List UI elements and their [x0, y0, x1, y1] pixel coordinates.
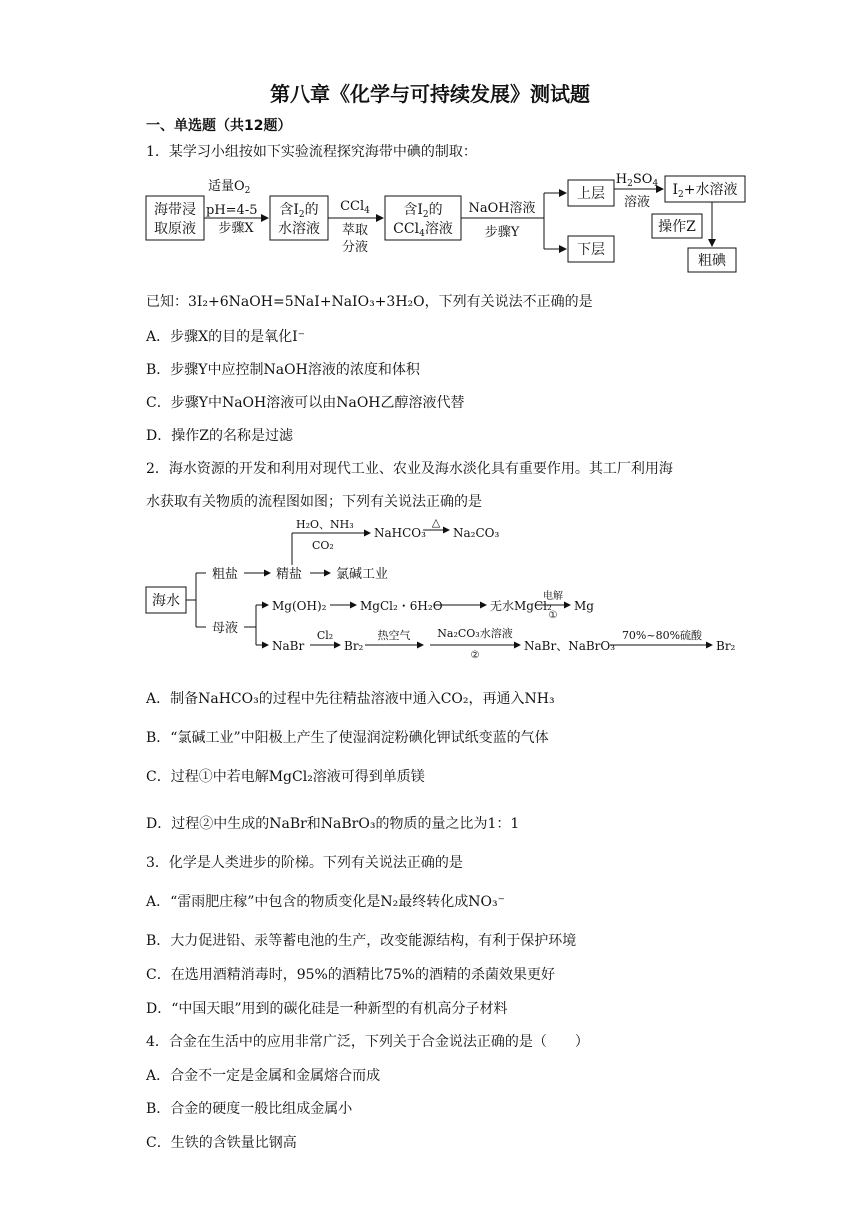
step-2-marker: ② [470, 650, 480, 661]
q1-option-a: A．步骤X的目的是氧化I⁻ [146, 329, 305, 345]
na2co3-solution: Na₂CO₃水溶液 [437, 627, 513, 640]
magnesium: Mg [574, 599, 594, 613]
nabr-nabro3: NaBr、NaBrO₃ [524, 639, 616, 653]
q2-flow-diagram [140, 515, 750, 665]
q3-option-d: D．“中国天眼”用到的碳化硅是一种新型的有机高分子材料 [146, 1001, 508, 1017]
svg-text:含I2的: 含$I_2$的 [403, 202, 443, 220]
q2-option-d: D．过程②中生成的NaBr和NaBrO₃的物质的量之比为1：1 [146, 816, 520, 832]
q1-option-d: D．操作Z的名称是过滤 [146, 428, 293, 444]
q2-option-b: B．“氯碱工业”中阳极上产生了使湿润淀粉碘化钾试纸变蓝的气体 [146, 730, 549, 746]
q2-option-c: C．过程①中若电解MgCl₂溶液可得到单质镁 [146, 769, 425, 785]
arrow1-o2-sub: 2 [244, 186, 251, 196]
refined-salt: 精盐 [276, 567, 303, 582]
na2co3: Na₂CO₃ [453, 526, 500, 540]
svg-text:CCl4: CCl$_4$ [340, 199, 370, 216]
br2-final: Br₂ [716, 639, 736, 653]
q4-option-c: C．生铁的含铁量比钢高 [146, 1135, 297, 1151]
chlor-alkali: 氯碱工业 [336, 567, 389, 582]
electrolysis-label: 电解 [543, 591, 563, 602]
box-i2-water: I [672, 182, 679, 198]
question-2-stem-line1: 2．海水资源的开发和利用对现代工业、农业及海水淡化具有重要作用。其工厂利用海 [146, 461, 673, 477]
question-4-stem: 4．合金在生活中的应用非常广泛，下列关于合金说法正确的是（ ） [146, 1034, 589, 1050]
arrow2-ccl4: CCl [340, 199, 365, 214]
nahco3: NaHCO₃ [374, 526, 426, 540]
sulfuric-acid: 70%~80%硫酸 [621, 629, 703, 642]
arrow1-ph: pH=4-5 [206, 203, 258, 218]
q1-known: 已知：3I₂+6NaOH=5NaI+NaIO₃+3H₂O，下列有关说法不正确的是 [146, 294, 593, 310]
box3-line2: CCl [393, 221, 420, 237]
box-extract-line2: 取原液 [154, 221, 196, 237]
q2-option-a: A．制备NaHCO₃的过程中先往精盐溶液中通入CO₂，再通入NH₃ [146, 691, 555, 707]
arrow2-extract: 萃取 [341, 223, 369, 238]
svg-text:适量O2 [208, 179, 250, 196]
reagent-co2: CO₂ [312, 539, 334, 552]
q3-option-c: C．在选用酒精消毒时，95%的酒精比75%的酒精的杀菌效果更好 [146, 967, 555, 983]
reagents-h2o-nh3: H₂O、NH₃ [296, 518, 354, 531]
br2-intermediate: Br₂ [344, 639, 364, 653]
mg-oh-2: Mg(OH)₂ [272, 599, 327, 613]
svg-text:I2+水溶液: $I_2+$水溶液 [672, 182, 738, 200]
heat-symbol: △ [431, 516, 441, 529]
arrow4-solution: 溶液 [623, 195, 651, 210]
arrow4-h2so4: H [615, 172, 628, 187]
mother-liquor: 母液 [212, 621, 239, 636]
q3-option-b: B．大力促进铅、汞等蓄电池的生产，改变能源结构，有利于保护环境 [146, 933, 577, 949]
box-extract-line1: 海带浸 [154, 202, 196, 218]
box2-line2: 水溶液 [278, 221, 320, 237]
question-2-stem-line2: 水获取有关物质的流程图如图；下列有关说法正确的是 [146, 494, 482, 510]
reagent-cl2: Cl₂ [316, 629, 334, 642]
arrow3-step-y: 步骤Y [484, 225, 520, 240]
svg-text:含I2的: 含$I_2$的 [279, 202, 319, 220]
q3-option-a: A．“雷雨肥庄稼”中包含的物质变化是N₂最终转化成NO₃⁻ [146, 894, 506, 910]
arrow2-separate: 分液 [341, 240, 369, 255]
arrow3-naoh: NaOH溶液 [468, 201, 536, 216]
box-crude-iodine: 粗碘 [698, 253, 726, 269]
anhydrous-mgcl2: 无水MgCl₂ [490, 599, 552, 613]
page-title: 第八章《化学与可持续发展》测试题 [270, 82, 590, 106]
box2-line1: 含I [279, 202, 299, 218]
q1-flow-diagram [140, 168, 760, 280]
q4-option-b: B．合金的硬度一般比组成金属小 [146, 1101, 353, 1117]
hot-air: 热空气 [377, 629, 411, 642]
arrow1-o2: 适量O [208, 179, 245, 194]
seawater-box: 海水 [152, 593, 180, 609]
box-lower: 下层 [577, 242, 605, 258]
q4-option-a: A．合金不一定是金属和金属熔合而成 [146, 1068, 381, 1084]
q1-option-c: C．步骤Y中NaOH溶液可以由NaOH乙醇溶液代替 [146, 395, 465, 411]
question-1-stem: 1．某学习小组按如下实验流程探究海带中碘的制取： [146, 144, 477, 160]
nabr: NaBr [272, 639, 305, 653]
q1-option-b: B．步骤Y中应控制NaOH溶液的浓度和体积 [146, 362, 420, 378]
box3-line1: 含I [403, 202, 423, 218]
box-operation-z: 操作Z [658, 219, 696, 235]
box-upper: 上层 [577, 186, 605, 202]
crude-salt: 粗盐 [212, 567, 239, 582]
arrow1-step-x: 步骤X [218, 221, 254, 236]
question-3-stem: 3．化学是人类进步的阶梯。下列有关说法正确的是 [146, 855, 463, 871]
svg-text:CCl4溶液: CCl$_4$溶液 [393, 221, 453, 239]
section-heading: 一、单选题（共12题） [146, 118, 292, 134]
svg-text:H2SO4: $H_2SO_4$ [615, 172, 659, 189]
step-1-marker: ① [548, 610, 558, 621]
mgcl2-hydrate: MgCl₂・6H₂O [360, 599, 443, 613]
